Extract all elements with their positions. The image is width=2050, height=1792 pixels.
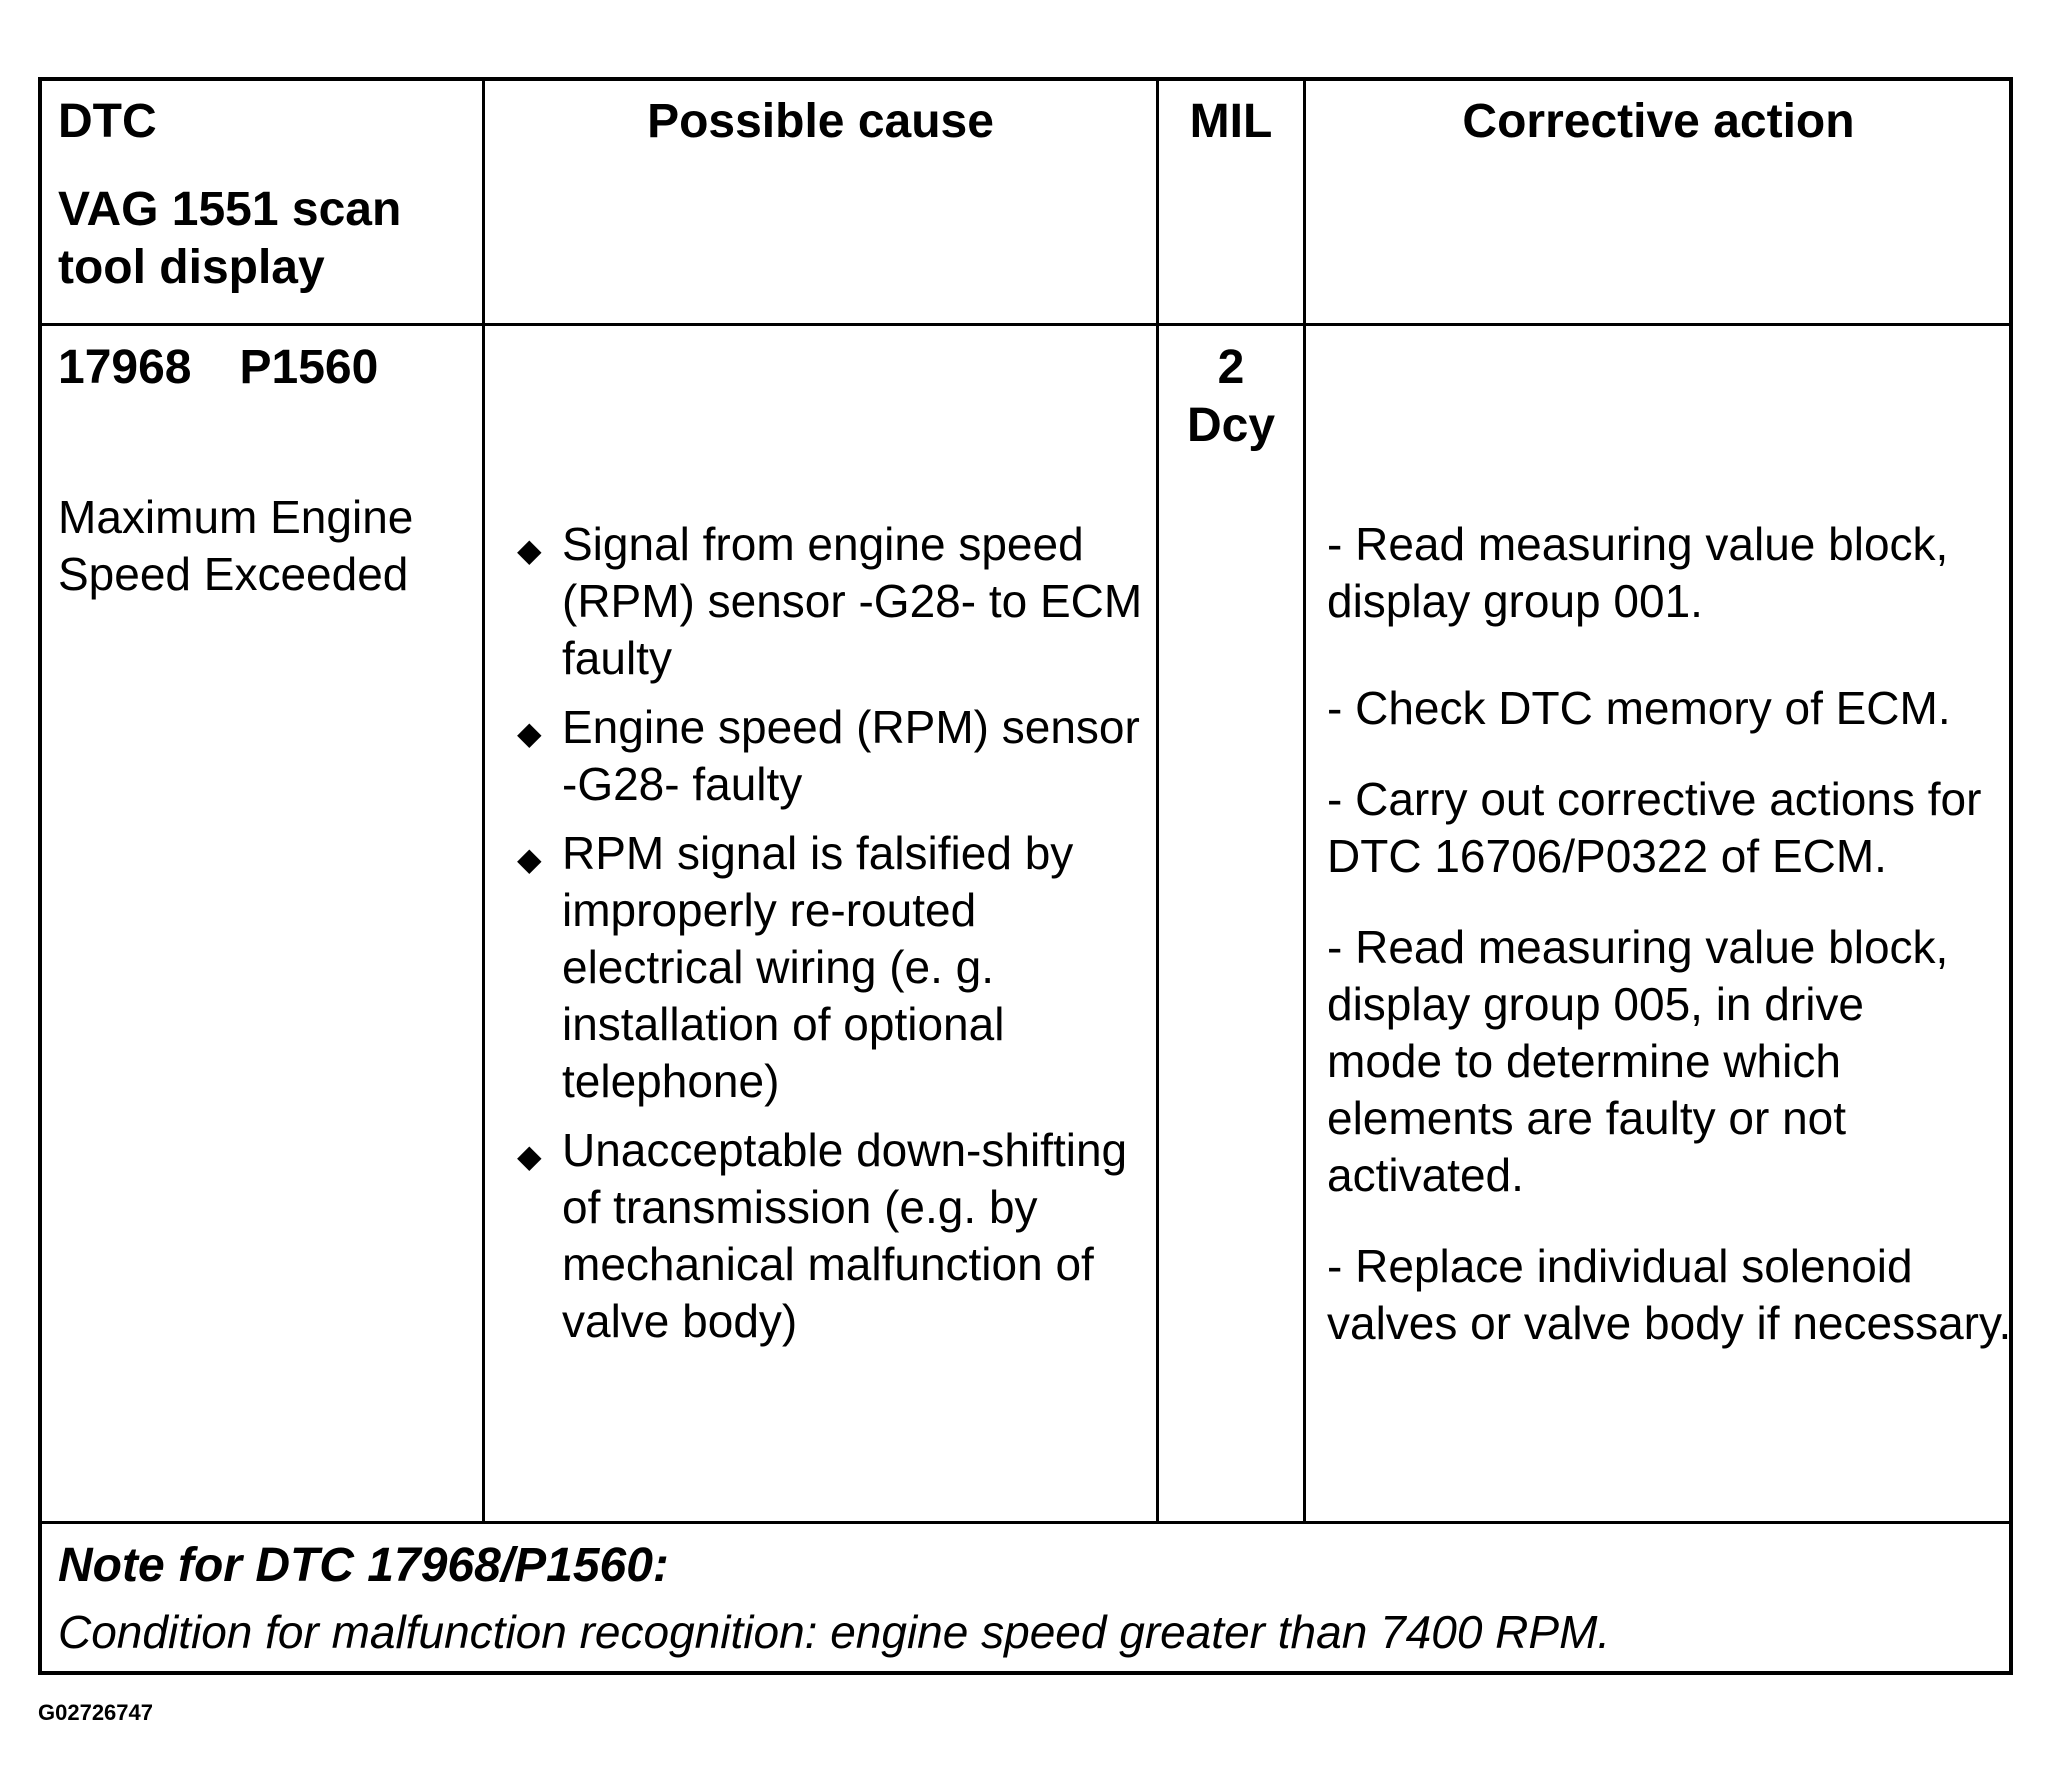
action-item: - Read measuring value block, display group 005, in drive mode to determine which elements are faulty or not activated. <box>1327 921 1949 1201</box>
mil-value: 2 <box>1217 341 1245 394</box>
action-item: - Replace individual solenoid valves or valve body if necessary. <box>1327 1240 2012 1349</box>
mil-unit: Dcy <box>1186 399 1276 452</box>
dtc-code-obd: P1560 <box>239 341 379 394</box>
action-item: - Check DTC memory of ECM. <box>1327 682 1951 734</box>
diamond-bullet-icon: ◆ <box>517 1138 542 1174</box>
dtc-table <box>38 77 2013 1675</box>
diamond-bullet-icon: ◆ <box>517 715 542 751</box>
header-corrective-action: Corrective action <box>1462 95 1855 148</box>
mil-cell <box>1159 339 1303 455</box>
header-dtc <box>58 93 478 297</box>
action-item: - Carry out corrective actions for DTC 16706/P0322 of ECM. <box>1327 773 1982 882</box>
cause-item <box>507 699 1157 813</box>
header-dtc-label: DTC <box>58 95 157 148</box>
dtc-codes <box>58 339 478 397</box>
header-mil: MIL <box>1189 95 1273 148</box>
note-title: Note for DTC 17968/P1560: <box>58 1539 669 1592</box>
divider-col1 <box>482 81 485 1521</box>
cause-item <box>507 1122 1157 1350</box>
dtc-description: Maximum Engine Speed Exceeded <box>58 491 414 600</box>
header-dtc-sublabel: VAG 1551 scan tool display <box>58 183 402 294</box>
dtc-cell <box>58 339 478 603</box>
note-body: Condition for malfunction recognition: engine speed greater than 7400 RPM. <box>58 1606 1611 1658</box>
cause-text: Engine speed (RPM) sensor -G28- faulty <box>562 701 1140 810</box>
divider-header <box>42 323 2009 326</box>
action-item: - Read measuring value block, display group 001. <box>1327 518 1949 627</box>
cause-text: RPM signal is falsified by improperly re-routed electrical wiring (e. g. installation of optional telephone) <box>562 827 1074 1107</box>
corrective-action-list <box>1327 516 2017 1364</box>
divider-col3 <box>1303 81 1306 1521</box>
cause-text: Signal from engine speed (RPM) sensor -G28- to ECM faulty <box>562 518 1143 684</box>
figure-id: G02726747 <box>38 1700 153 1725</box>
dtc-code-vag: 17968 <box>58 341 192 394</box>
diamond-bullet-icon: ◆ <box>517 841 542 877</box>
cause-item <box>507 516 1157 687</box>
diamond-bullet-icon: ◆ <box>517 532 542 568</box>
cause-text: Unacceptable down-shifting of transmission (e.g. by mechanical malfunction of valve body) <box>562 1124 1128 1347</box>
header-possible-cause: Possible cause <box>647 95 994 148</box>
note-cell <box>58 1536 1998 1662</box>
divider-note <box>42 1521 2009 1524</box>
possible-cause-list <box>507 516 1157 1362</box>
cause-item <box>507 825 1157 1110</box>
